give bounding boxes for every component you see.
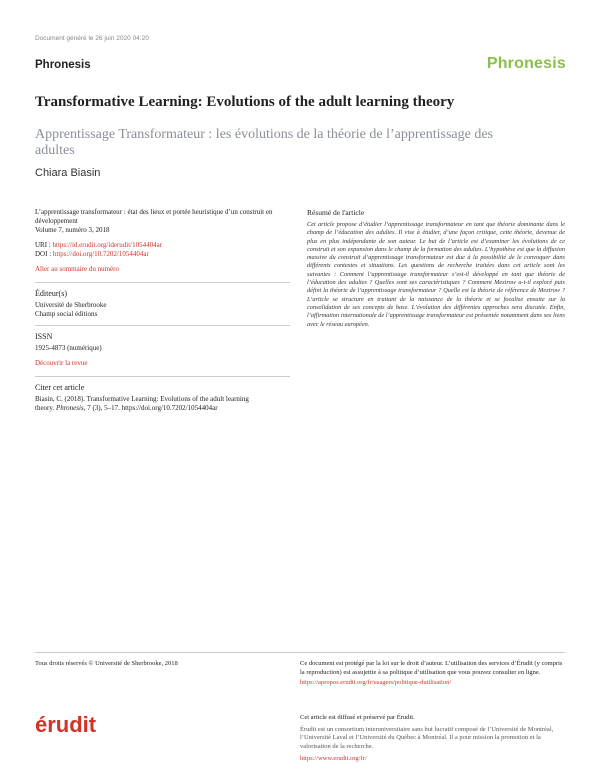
issn-label: ISSN	[35, 332, 53, 341]
rights-notice: Tous droits réservés © Université de Sherbrooke, 2018	[35, 660, 178, 667]
citation-line-2	[35, 404, 290, 413]
issue-title: L’apprentissage transformateur : état des lieux et portée heuristique d’un construit en développement	[35, 208, 273, 225]
erudit-logo: érudit	[35, 712, 97, 737]
erudit-heading: Cet article est diffusé et préservé par Érudit.	[300, 714, 415, 721]
erudit-description: Érudit est un consortium interuniversitaire sans but lucratif composé de l’Université de Montréal, l’Université Laval et l’Université du Québec à Montréal. Il a pour mission la promotion et la valorisation de la recherche.	[300, 725, 554, 750]
erudit-link[interactable]: https://www.erudit.org/fr/	[300, 755, 367, 762]
article-info	[35, 208, 290, 413]
journal-logo: Phronesis	[486, 55, 566, 72]
policy-link[interactable]: https://apropos.erudit.org/fr/usagers/politique-dutilisation/	[300, 679, 452, 686]
journal-name: Phronesis	[35, 59, 91, 71]
citation-line-1: Biasin, C. (2018). Transformative Learning: Evolutions of the adult learning	[35, 395, 249, 403]
article-subtitle: Apprentissage Transformateur : les évolutions de la théorie de l’apprentissage des adultes	[35, 127, 493, 158]
divider	[35, 376, 290, 377]
identifiers	[35, 241, 290, 259]
doi-label: DOI :	[35, 250, 53, 258]
copyright-notice	[300, 660, 565, 688]
uri-link[interactable]: https://id.erudit.org/iderudit/1054404ar	[52, 241, 163, 249]
divider	[35, 282, 290, 283]
doi-link[interactable]: https://doi.org/10.7202/1054404ar	[52, 250, 149, 258]
citation	[35, 395, 290, 413]
citation-journal: Phronesis	[55, 404, 84, 412]
article-title: Transformative Learning: Evolutions of the adult learning theory	[35, 94, 455, 110]
footer-divider	[35, 652, 565, 653]
publishers	[35, 301, 290, 319]
copyright-text: Ce document est protégé par la loi sur le droit d’auteur. L’utilisation des services d’Érudit (y compris la reproduction) est assujettie à sa politique d’utilisation que vous pouvez consulter en ligne.	[300, 660, 563, 676]
uri-label: URI :	[35, 241, 53, 249]
volume: Volume 7, numéro 3, 2018	[35, 226, 110, 234]
generated-date: Document généré le 26 juin 2020 04:20	[35, 35, 149, 42]
publisher-2: Champ social éditions	[35, 310, 98, 318]
citation-text-end: , 7 (3), 5–17. https://doi.org/10.7202/1054404ar	[83, 404, 218, 412]
divider	[35, 325, 290, 326]
toc-link[interactable]: Aller au sommaire du numéro	[35, 265, 119, 273]
cite-label: Citer cet article	[35, 383, 85, 392]
uri-line	[35, 241, 290, 250]
erudit-info	[300, 714, 565, 764]
publisher-1: Université de Sherbrooke	[35, 301, 107, 309]
author-name: Chiara Biasin	[35, 167, 101, 179]
publisher-label: Éditeur(s)	[35, 289, 67, 298]
abstract-heading: Résumé de l'article	[307, 208, 365, 217]
citation-text: theory.	[35, 404, 56, 412]
issn-value: 1925-4873 (numérique)	[35, 344, 102, 352]
issue-info	[35, 208, 290, 235]
abstract-text: Cet article propose d’étudier l’apprentissage transformateur en tant que théorie dominante dans le champ de l’éducation des adultes. Il vise à étudier, d’une façon critique, cette théorie, devenue de plus en plus indépendante de son auteur. Le but de l’article est d’examiner les évolutions de ce construit et son expansion dans le champ de la formation des adultes. L’hypothèse est que la diffusion massive du construit d’apprentissage transformateur est due à la possibilité de le convoquer dans différents contextes et situations. Les questions de recherche traitées dans cet article sont les suivantes : Comment l’apprentissage transformateur s’est-il développé en tant que théorie de l’éducation des adultes ? Quelles sont ses caractéristiques ? Comment Mezirow a-t-il exploré puis défini la théorie de l’apprentissage transformateur ? Quelle est la théorie de référence de Mezirow ? L’article se structure en traitant de la naissance de la théorie et se focalise ensuite sur la consolidation de ses concepts de base. L’évolution des différentes approches sera discutée. Enfin, l’affirmation internationale de l’apprentissage transformateur est présentée notamment dans ses liens avec le réseau européen.	[307, 221, 565, 328]
discover-link[interactable]: Découvrir la revue	[35, 359, 88, 367]
doi-line	[35, 250, 290, 259]
